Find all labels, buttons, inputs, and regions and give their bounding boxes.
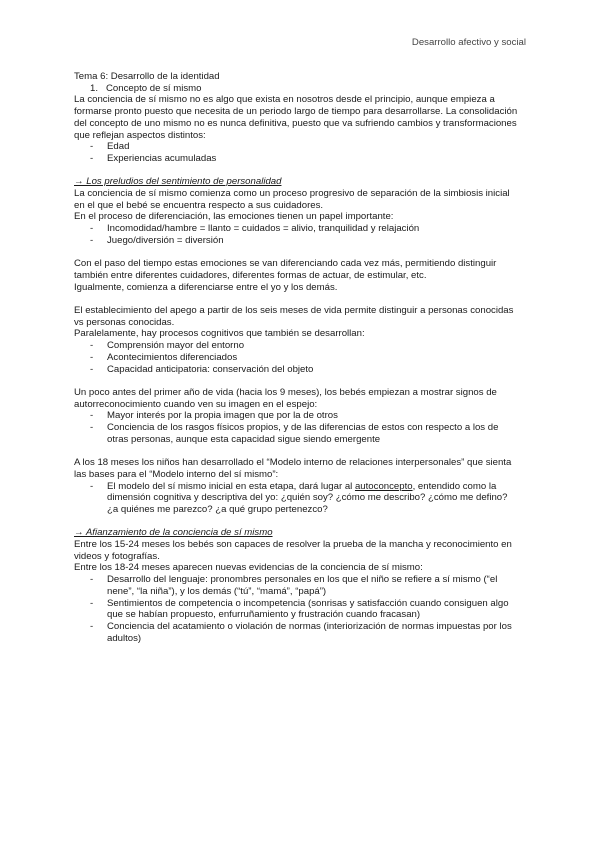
paragraph: Paralelamente, hay procesos cognitivos que también se desarrollan: [74, 328, 365, 340]
list-item [74, 223, 520, 235]
list-item [74, 235, 520, 247]
bullet-dash: - [90, 351, 94, 363]
bullet-dash: - [90, 410, 94, 422]
list-item-text: Edad [107, 141, 130, 153]
bullet-list-6 [74, 574, 520, 644]
bullet-dash: - [90, 480, 94, 492]
paragraph: Un poco antes del primer año de vida (hacia los 9 meses), los bebés empiezan a mostrar signos de autorreconocimiento cuando ven su imagen en el espejo: [74, 386, 497, 410]
bullet-dash: - [90, 340, 94, 352]
list-item-text: Conciencia de los rasgos físicos propios, y de las diferencias de estos con respecto a los de otras personas, aunque esta capacidad sigue siendo emergente [107, 422, 499, 445]
list-item-text: Incomodidad/hambre = llanto = cuidados = alivio, tranquilidad y relajación [107, 223, 420, 235]
heading-1 [74, 83, 520, 95]
bullet-list-2 [74, 223, 520, 246]
paragraph: Igualmente, comienza a diferenciarse entre el yo y los demás. [74, 281, 338, 293]
section-heading-afianzamiento: → Afianzamiento de la conciencia de sí mismo [74, 527, 273, 539]
paragraph: La conciencia de sí mismo no es algo que exista en nosotros desde el principio, aunque empieza a formarse pronto puesto que necesita de un periodo largo de tiempo para desarrollarse. La consolidación del concepto de uno mismo no es nunca definitiva, puesto que va sufriendo cambios y transformaciones que reflejan aspectos distintos: [74, 94, 518, 141]
paragraph: Entre los 15-24 meses los bebés son capaces de resolver la prueba de la mancha y reconocimiento en videos y fotografías. [74, 539, 512, 562]
bullet-dash: - [90, 141, 94, 153]
bullet-dash: - [90, 152, 94, 164]
list-item [74, 141, 520, 153]
bullet-dash: - [90, 223, 94, 235]
list-item [74, 574, 520, 597]
list-item [74, 598, 520, 621]
bullet-dash: - [90, 422, 94, 434]
paragraph: A los 18 meses los niños han desarrollado el “Modelo interno de relaciones interpersonales” que sienta las bases para el “Modelo interno del sí mismo”: [74, 457, 512, 480]
underlined-term: autoconcepto [354, 480, 413, 492]
list-item [74, 422, 520, 445]
bullet-list-3 [74, 340, 520, 375]
list-item-text: Desarrollo del lenguaje: pronombres personales en los que el niño se refiere a sí mismo (“el nene”, “la niña”), y los demás (“tú”, “mamá”, “papá”) [107, 574, 498, 597]
list-item [74, 481, 520, 516]
paragraph: Entre los 18-24 meses aparecen nuevas evidencias de la conciencia de sí mismo: [74, 562, 423, 574]
bullet-list-5 [74, 481, 520, 516]
bullet-dash: - [90, 620, 94, 632]
list-item-text: Capacidad anticipatoria: conservación del objeto [107, 363, 314, 375]
list-item [74, 153, 520, 165]
bullet-list-1 [74, 141, 520, 164]
bullet-dash: - [90, 597, 94, 609]
paragraph: El establecimiento del apego a partir de los seis meses de vida permite distinguir a personas conocidas vs personas conocidas. [74, 305, 514, 328]
bullet-dash: - [90, 574, 94, 586]
paragraph: Con el paso del tiempo estas emociones se van diferenciando cada vez más, permitiendo distinguir también entre diferentes cuidadores, diferentes formas de actuar, de estimular, etc. [74, 258, 497, 281]
list-item-text: Conciencia del acatamiento o violación de normas (interiorización de normas impuestas por los adultos) [107, 620, 512, 644]
list-item-text: Mayor interés por la propia imagen que por la de otros [107, 410, 338, 422]
list-item-text: Comprensión mayor del entorno [107, 340, 245, 352]
list-item-text: Experiencias acumuladas [107, 152, 217, 164]
document-body [74, 71, 520, 644]
list-item [74, 410, 520, 422]
list-item [74, 621, 520, 644]
bullet-dash: - [90, 363, 94, 375]
text-run: El modelo del sí mismo inicial en esta etapa, dará lugar al [107, 480, 355, 492]
list-item-text [107, 481, 520, 516]
heading-number: 1. [90, 82, 99, 94]
paragraph: En el proceso de diferenciación, las emociones tienen un papel importante: [74, 211, 394, 223]
list-item-text: Acontecimientos diferenciados [107, 351, 238, 363]
paragraph: La conciencia de sí mismo comienza como un proceso progresivo de separación de la simbiosis inicial en el que el bebé se encuentra respecto a sus cuidadores. [74, 188, 510, 211]
list-item [74, 364, 520, 376]
heading-text: Concepto de sí mismo [106, 82, 202, 94]
list-item-text: Sentimientos de competencia o incompetencia (sonrisas y satisfacción cuando consiguen algo que se habían propuesto, enfurruñamiento y frustración cuando fracasan) [107, 597, 509, 621]
topic-title: Tema 6: Desarrollo de la identidad [74, 71, 220, 82]
section-heading-preludios: → Los preludios del sentimiento de personalidad [74, 176, 282, 188]
bullet-dash: - [90, 234, 94, 246]
text-run: , entendido como la dimensión cognitiva y descriptiva del yo: ¿quién soy? ¿cómo me describo? ¿cómo me defino? ¿a quiénes me parezco? ¿a qué grupo pertenezco? [107, 480, 508, 515]
running-header: Desarrollo afectivo y social [411, 37, 526, 48]
list-item-text: Juego/diversión = diversión [107, 234, 224, 246]
bullet-list-4 [74, 410, 520, 445]
list-item [74, 352, 520, 364]
list-item [74, 340, 520, 352]
